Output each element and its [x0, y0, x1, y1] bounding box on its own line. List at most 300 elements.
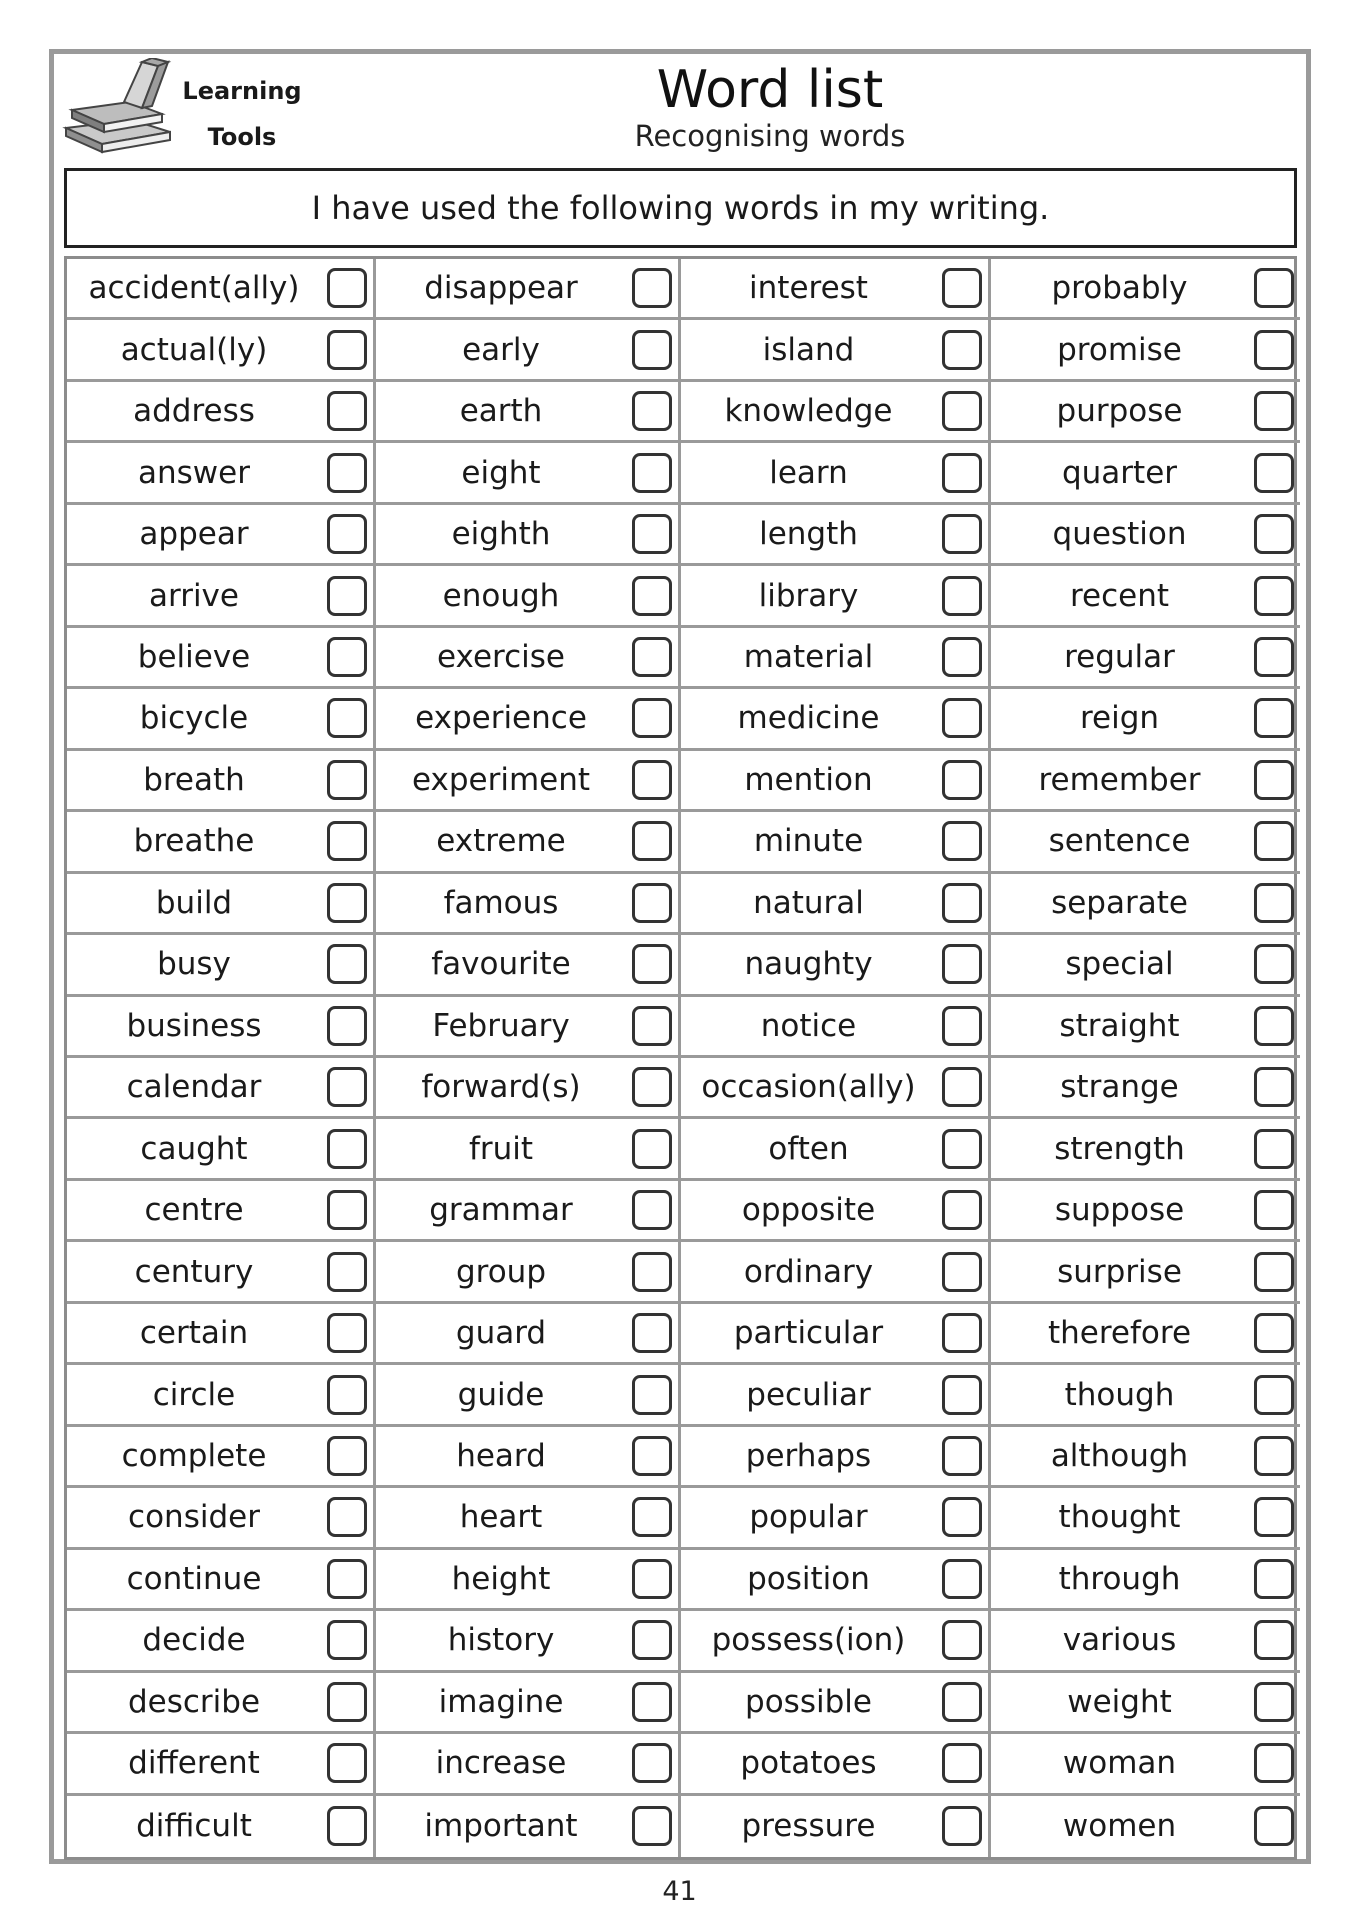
- word-cell: [67, 382, 376, 443]
- word-checkbox[interactable]: [632, 1190, 672, 1230]
- word-cell: [991, 1242, 1300, 1303]
- word-cell: [376, 382, 681, 443]
- word-label: particular: [733, 1315, 884, 1352]
- word-cell: [681, 566, 991, 627]
- word-label: early: [462, 331, 540, 368]
- word-label: separate: [1051, 884, 1188, 921]
- word-cell: [681, 382, 991, 443]
- word-checkbox[interactable]: [327, 1806, 367, 1846]
- books-icon: [62, 58, 182, 158]
- word-label: different: [128, 1745, 260, 1782]
- word-cell: [991, 505, 1300, 566]
- word-label: important: [424, 1808, 578, 1845]
- word-checkbox[interactable]: [632, 1806, 672, 1846]
- word-label: probably: [1051, 270, 1188, 307]
- word-cell: [376, 320, 681, 381]
- word-label: favourite: [431, 946, 571, 983]
- word-checkbox[interactable]: [1254, 453, 1294, 493]
- word-label: heart: [459, 1499, 543, 1536]
- word-checkbox[interactable]: [942, 1559, 982, 1599]
- word-checkbox[interactable]: [942, 883, 982, 923]
- word-cell: [376, 443, 681, 504]
- word-cell: [376, 1119, 681, 1180]
- word-checkbox[interactable]: [942, 330, 982, 370]
- word-label: circle: [152, 1376, 236, 1413]
- word-checkbox[interactable]: [942, 698, 982, 738]
- word-checkbox[interactable]: [1254, 1682, 1294, 1722]
- learning-tools-logo: [62, 58, 312, 158]
- word-checkbox[interactable]: [942, 821, 982, 861]
- word-label: bicycle: [139, 700, 249, 737]
- word-label: through: [1058, 1560, 1181, 1597]
- word-cell: [681, 259, 991, 320]
- word-checkbox[interactable]: [327, 1620, 367, 1660]
- word-cell: [681, 443, 991, 504]
- word-cell: [991, 1365, 1300, 1426]
- word-label: centre: [144, 1192, 244, 1229]
- word-label: natural: [753, 884, 864, 921]
- word-cell: [991, 628, 1300, 689]
- word-label: opposite: [741, 1192, 876, 1229]
- word-cell: [991, 1304, 1300, 1365]
- word-label: earth: [459, 393, 543, 430]
- word-cell: [67, 1611, 376, 1672]
- word-label: grammar: [429, 1192, 573, 1229]
- word-label: imagine: [438, 1683, 564, 1720]
- word-label: consider: [128, 1499, 260, 1536]
- word-cell: [991, 751, 1300, 812]
- word-checkbox[interactable]: [942, 1190, 982, 1230]
- word-label: height: [451, 1560, 551, 1597]
- word-label: special: [1065, 946, 1174, 983]
- word-cell: [991, 1058, 1300, 1119]
- word-label: remember: [1038, 761, 1201, 798]
- word-checkbox[interactable]: [942, 268, 982, 308]
- word-cell: [991, 1119, 1300, 1180]
- word-cell: [376, 1673, 681, 1734]
- word-label: continue: [126, 1560, 262, 1597]
- word-label: interest: [749, 270, 868, 307]
- word-label: complete: [121, 1437, 267, 1474]
- word-label: women: [1062, 1808, 1177, 1845]
- word-cell: [991, 320, 1300, 381]
- word-cell: [681, 505, 991, 566]
- word-label: disappear: [424, 270, 578, 307]
- instruction-box: I have used the following words in my writing.: [64, 168, 1297, 248]
- word-checkbox[interactable]: [942, 1436, 982, 1476]
- word-checkbox[interactable]: [632, 821, 672, 861]
- word-checkbox[interactable]: [942, 760, 982, 800]
- word-label: island: [762, 331, 855, 368]
- word-checkbox[interactable]: [632, 330, 672, 370]
- word-cell: [67, 997, 376, 1058]
- word-checkbox[interactable]: [632, 1313, 672, 1353]
- word-checkbox[interactable]: [327, 514, 367, 554]
- word-cell: [991, 566, 1300, 627]
- word-cell: [376, 689, 681, 750]
- word-label: purpose: [1056, 393, 1183, 430]
- word-cell: [376, 1734, 681, 1795]
- word-cell: [376, 1058, 681, 1119]
- word-cell: [991, 1181, 1300, 1242]
- word-grid: [64, 256, 1297, 1860]
- word-checkbox[interactable]: [327, 1252, 367, 1292]
- word-cell: [376, 751, 681, 812]
- word-cell: [681, 1427, 991, 1488]
- word-checkbox[interactable]: [632, 1375, 672, 1415]
- word-label: certain: [139, 1315, 249, 1352]
- word-cell: [376, 1181, 681, 1242]
- word-checkbox[interactable]: [327, 883, 367, 923]
- word-label: woman: [1062, 1745, 1177, 1782]
- word-cell: [991, 1550, 1300, 1611]
- word-cell: [67, 320, 376, 381]
- word-checkbox[interactable]: [632, 514, 672, 554]
- word-cell: [681, 1796, 991, 1857]
- word-label: eight: [461, 454, 541, 491]
- word-checkbox[interactable]: [632, 576, 672, 616]
- word-checkbox[interactable]: [942, 637, 982, 677]
- word-cell: [67, 505, 376, 566]
- word-label: suppose: [1054, 1192, 1185, 1229]
- word-checkbox[interactable]: [1254, 944, 1294, 984]
- word-cell: [67, 443, 376, 504]
- word-checkbox[interactable]: [1254, 1067, 1294, 1107]
- word-cell: [376, 874, 681, 935]
- word-cell: [376, 1242, 681, 1303]
- word-label: experience: [415, 700, 587, 737]
- word-label: history: [447, 1622, 555, 1659]
- word-checkbox[interactable]: [327, 268, 367, 308]
- word-checkbox[interactable]: [327, 821, 367, 861]
- word-cell: [376, 812, 681, 873]
- word-checkbox[interactable]: [1254, 1559, 1294, 1599]
- word-cell: [681, 812, 991, 873]
- page-title: Word list: [656, 60, 884, 120]
- word-cell: [991, 935, 1300, 996]
- word-cell: [67, 259, 376, 320]
- word-checkbox[interactable]: [942, 1375, 982, 1415]
- word-checkbox[interactable]: [632, 1497, 672, 1537]
- word-cell: [681, 1734, 991, 1795]
- word-checkbox[interactable]: [942, 1006, 982, 1046]
- word-label: business: [126, 1007, 262, 1044]
- word-label: pressure: [741, 1808, 876, 1845]
- word-label: various: [1062, 1622, 1177, 1659]
- word-label: often: [768, 1130, 849, 1167]
- word-checkbox[interactable]: [942, 453, 982, 493]
- word-label: decide: [142, 1622, 246, 1659]
- word-cell: [376, 505, 681, 566]
- word-cell: [681, 1119, 991, 1180]
- word-checkbox[interactable]: [1254, 391, 1294, 431]
- word-label: believe: [137, 638, 251, 675]
- word-label: length: [759, 516, 858, 553]
- word-checkbox[interactable]: [942, 576, 982, 616]
- word-cell: [376, 1427, 681, 1488]
- word-checkbox[interactable]: [327, 330, 367, 370]
- word-checkbox[interactable]: [942, 1252, 982, 1292]
- word-checkbox[interactable]: [327, 1006, 367, 1046]
- word-cell: [681, 1611, 991, 1672]
- word-cell: [376, 259, 681, 320]
- word-cell: [991, 1796, 1300, 1857]
- word-cell: [991, 1734, 1300, 1795]
- word-cell: [681, 689, 991, 750]
- word-label: mention: [744, 761, 873, 798]
- word-cell: [67, 812, 376, 873]
- word-checkbox[interactable]: [327, 637, 367, 677]
- word-label: guard: [455, 1315, 547, 1352]
- word-checkbox[interactable]: [1254, 268, 1294, 308]
- word-cell: [681, 874, 991, 935]
- word-label: material: [743, 638, 874, 675]
- word-checkbox[interactable]: [632, 453, 672, 493]
- word-cell: [991, 259, 1300, 320]
- word-label: possible: [745, 1683, 872, 1720]
- word-checkbox[interactable]: [1254, 637, 1294, 677]
- word-checkbox[interactable]: [327, 698, 367, 738]
- word-label: century: [134, 1253, 254, 1290]
- word-cell: [681, 320, 991, 381]
- word-checkbox[interactable]: [632, 637, 672, 677]
- word-label: quarter: [1061, 454, 1178, 491]
- word-label: occasion(ally): [701, 1069, 916, 1106]
- word-checkbox[interactable]: [1254, 1313, 1294, 1353]
- word-checkbox[interactable]: [1254, 1375, 1294, 1415]
- word-cell: [991, 1673, 1300, 1734]
- word-label: describe: [127, 1683, 261, 1720]
- word-label: fruit: [468, 1130, 534, 1167]
- word-cell: [681, 1242, 991, 1303]
- word-label: group: [455, 1253, 547, 1290]
- word-checkbox[interactable]: [632, 1006, 672, 1046]
- word-checkbox[interactable]: [327, 1682, 367, 1722]
- word-cell: [991, 382, 1300, 443]
- word-cell: [991, 689, 1300, 750]
- word-cell: [681, 935, 991, 996]
- word-label: accident(ally): [88, 270, 300, 307]
- word-cell: [681, 997, 991, 1058]
- word-checkbox[interactable]: [1254, 330, 1294, 370]
- word-checkbox[interactable]: [1254, 760, 1294, 800]
- word-label: surprise: [1057, 1253, 1182, 1290]
- word-checkbox[interactable]: [327, 1067, 367, 1107]
- word-label: extreme: [436, 823, 566, 860]
- word-checkbox[interactable]: [327, 1497, 367, 1537]
- word-label: weight: [1067, 1683, 1172, 1720]
- word-cell: [991, 874, 1300, 935]
- word-cell: [376, 1796, 681, 1857]
- word-cell: [681, 1058, 991, 1119]
- word-cell: [376, 1365, 681, 1426]
- word-checkbox[interactable]: [942, 1743, 982, 1783]
- word-label: appear: [139, 516, 249, 553]
- word-cell: [681, 751, 991, 812]
- word-checkbox[interactable]: [632, 268, 672, 308]
- word-checkbox[interactable]: [327, 576, 367, 616]
- word-cell: [67, 1365, 376, 1426]
- word-checkbox[interactable]: [942, 514, 982, 554]
- word-checkbox[interactable]: [942, 1806, 982, 1846]
- word-checkbox[interactable]: [632, 1067, 672, 1107]
- word-checkbox[interactable]: [1254, 1129, 1294, 1169]
- word-cell: [67, 1242, 376, 1303]
- word-label: though: [1064, 1376, 1175, 1413]
- word-checkbox[interactable]: [942, 1682, 982, 1722]
- word-checkbox[interactable]: [327, 760, 367, 800]
- word-checkbox[interactable]: [942, 1313, 982, 1353]
- word-label: heard: [456, 1437, 546, 1474]
- word-label: experiment: [411, 761, 591, 798]
- word-checkbox[interactable]: [632, 1436, 672, 1476]
- word-label: therefore: [1047, 1315, 1192, 1352]
- word-checkbox[interactable]: [327, 1436, 367, 1476]
- word-cell: [991, 1488, 1300, 1549]
- word-cell: [67, 566, 376, 627]
- word-checkbox[interactable]: [942, 1497, 982, 1537]
- word-checkbox[interactable]: [327, 1190, 367, 1230]
- word-label: famous: [443, 884, 559, 921]
- word-label: although: [1050, 1437, 1189, 1474]
- word-checkbox[interactable]: [632, 1682, 672, 1722]
- word-label: minute: [753, 823, 864, 860]
- word-checkbox[interactable]: [327, 1743, 367, 1783]
- word-cell: [376, 997, 681, 1058]
- brand-line-1: Learning: [182, 77, 302, 105]
- word-label: potatoes: [740, 1745, 877, 1782]
- word-checkbox[interactable]: [1254, 883, 1294, 923]
- word-cell: [991, 443, 1300, 504]
- word-checkbox[interactable]: [632, 1559, 672, 1599]
- word-checkbox[interactable]: [327, 1313, 367, 1353]
- word-label: busy: [157, 946, 231, 983]
- word-label: answer: [138, 454, 250, 491]
- word-cell: [67, 628, 376, 689]
- word-cell: [991, 997, 1300, 1058]
- word-checkbox[interactable]: [1254, 1252, 1294, 1292]
- word-checkbox[interactable]: [942, 1129, 982, 1169]
- word-label: naughty: [744, 946, 873, 983]
- word-label: knowledge: [724, 393, 893, 430]
- word-checkbox[interactable]: [1254, 514, 1294, 554]
- word-cell: [376, 628, 681, 689]
- word-label: peculiar: [746, 1376, 871, 1413]
- word-label: notice: [760, 1007, 857, 1044]
- word-label: arrive: [149, 577, 239, 614]
- word-checkbox[interactable]: [632, 760, 672, 800]
- word-checkbox[interactable]: [327, 944, 367, 984]
- word-checkbox[interactable]: [632, 1129, 672, 1169]
- word-cell: [67, 1058, 376, 1119]
- word-cell: [67, 1796, 376, 1857]
- word-label: build: [155, 884, 233, 921]
- word-checkbox[interactable]: [1254, 1806, 1294, 1846]
- word-cell: [681, 1365, 991, 1426]
- word-cell: [67, 689, 376, 750]
- word-cell: [67, 1181, 376, 1242]
- word-cell: [67, 1734, 376, 1795]
- word-checkbox[interactable]: [327, 1129, 367, 1169]
- word-cell: [376, 1488, 681, 1549]
- word-checkbox[interactable]: [327, 1375, 367, 1415]
- word-checkbox[interactable]: [632, 698, 672, 738]
- word-checkbox[interactable]: [632, 1252, 672, 1292]
- word-checkbox[interactable]: [632, 391, 672, 431]
- word-cell: [67, 1488, 376, 1549]
- word-checkbox[interactable]: [1254, 576, 1294, 616]
- word-label: medicine: [737, 700, 880, 737]
- word-label: eighth: [451, 516, 551, 553]
- word-cell: [376, 566, 681, 627]
- word-label: forward(s): [421, 1069, 581, 1106]
- word-label: library: [758, 577, 859, 614]
- word-cell: [681, 1488, 991, 1549]
- word-label: caught: [140, 1130, 248, 1167]
- word-cell: [376, 1304, 681, 1365]
- word-label: question: [1052, 516, 1187, 553]
- word-label: enough: [442, 577, 560, 614]
- word-checkbox[interactable]: [327, 453, 367, 493]
- word-label: breath: [143, 761, 245, 798]
- word-checkbox[interactable]: [1254, 1743, 1294, 1783]
- word-cell: [681, 1304, 991, 1365]
- word-label: learn: [769, 454, 848, 491]
- word-cell: [67, 1427, 376, 1488]
- word-cell: [67, 1550, 376, 1611]
- word-cell: [67, 1304, 376, 1365]
- word-label: breathe: [133, 823, 255, 860]
- word-label: possess(ion): [711, 1622, 906, 1659]
- word-cell: [681, 1550, 991, 1611]
- word-cell: [681, 1673, 991, 1734]
- word-checkbox[interactable]: [942, 944, 982, 984]
- word-cell: [67, 935, 376, 996]
- word-checkbox[interactable]: [1254, 821, 1294, 861]
- word-checkbox[interactable]: [1254, 1620, 1294, 1660]
- word-cell: [991, 1611, 1300, 1672]
- word-checkbox[interactable]: [942, 1067, 982, 1107]
- word-checkbox[interactable]: [1254, 1190, 1294, 1230]
- word-checkbox[interactable]: [632, 883, 672, 923]
- word-checkbox[interactable]: [1254, 698, 1294, 738]
- word-checkbox[interactable]: [632, 1620, 672, 1660]
- word-cell: [991, 1427, 1300, 1488]
- word-checkbox[interactable]: [327, 391, 367, 431]
- word-checkbox[interactable]: [942, 391, 982, 431]
- word-label: difficult: [136, 1808, 252, 1845]
- word-cell: [681, 1181, 991, 1242]
- word-checkbox[interactable]: [632, 1743, 672, 1783]
- word-checkbox[interactable]: [327, 1559, 367, 1599]
- word-cell: [681, 628, 991, 689]
- word-label: increase: [435, 1745, 567, 1782]
- word-label: strength: [1054, 1130, 1185, 1167]
- word-label: position: [747, 1560, 870, 1597]
- page-number: 41: [662, 1876, 697, 1907]
- word-checkbox[interactable]: [632, 944, 672, 984]
- word-checkbox[interactable]: [1254, 1497, 1294, 1537]
- word-label: popular: [749, 1499, 868, 1536]
- word-checkbox[interactable]: [1254, 1436, 1294, 1476]
- word-checkbox[interactable]: [1254, 1006, 1294, 1046]
- word-label: straight: [1059, 1007, 1180, 1044]
- word-cell: [991, 812, 1300, 873]
- word-label: actual(ly): [120, 331, 268, 368]
- word-label: reign: [1079, 700, 1160, 737]
- page-subtitle: Recognising words: [634, 119, 906, 153]
- word-checkbox[interactable]: [942, 1620, 982, 1660]
